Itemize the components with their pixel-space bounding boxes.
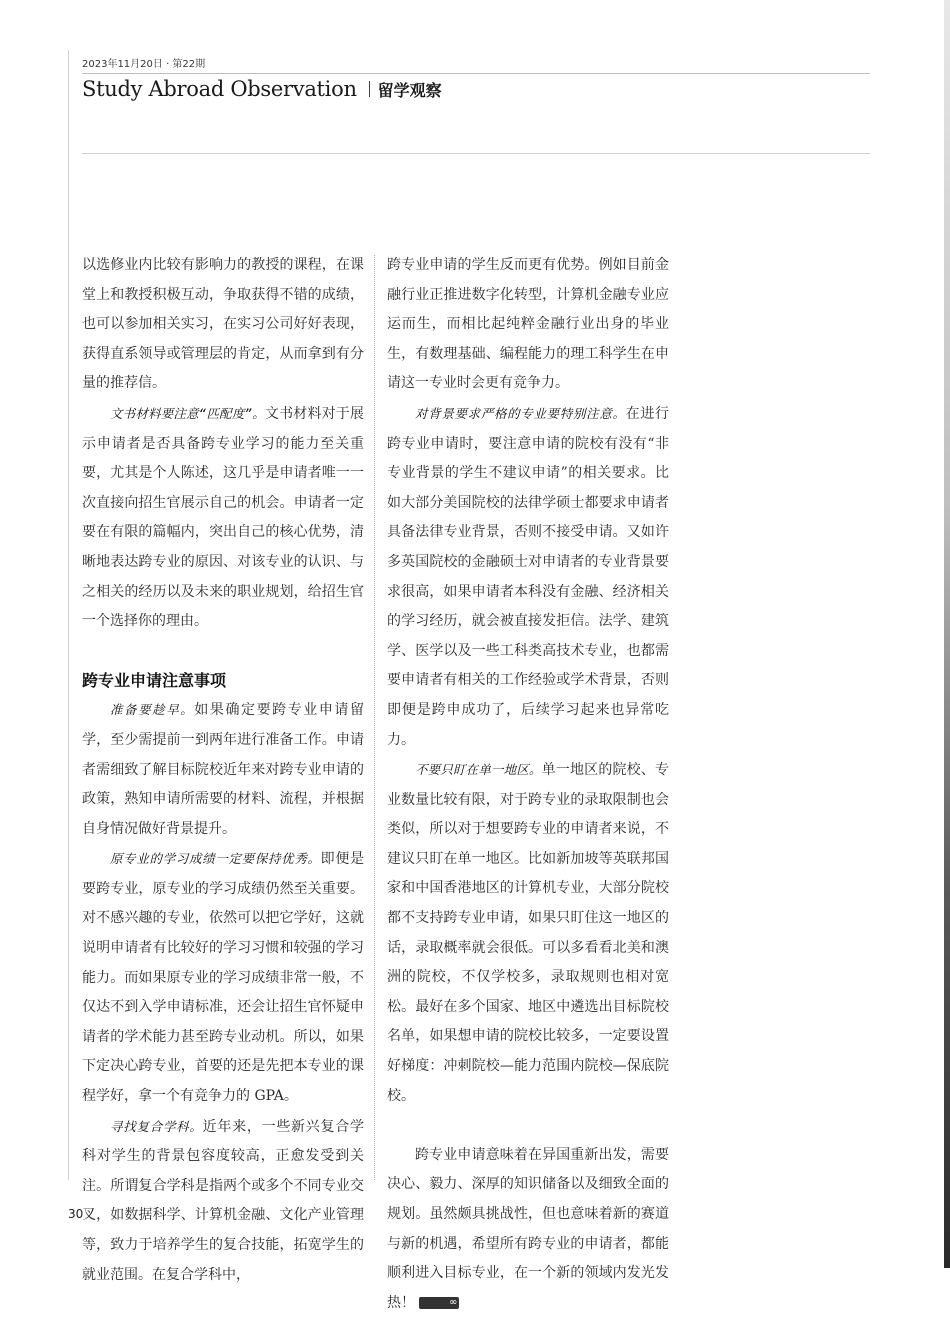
column-divider (374, 255, 375, 1180)
paragraph-lead: 对背景要求严格的专业要特别注意。 (415, 405, 626, 421)
paragraph-text: 单一地区的院校、专业数量比较有限，对于跨专业的录取限制也会类似，所以对于想要跨专业的申请者来说，不建议只盯在单一地区。比如新加坡等英联邦国家和中国香港地区的计算机专业，大部分院校都不支持跨专业申请，如果只盯住这一地区的话，录取概率就会很低。可以多看看北美和澳洲的院校，不仅学校多，录取规则也相对宽松。最好在多个国家、地区中遴选出目标院校名单，如果想申请的院校比较多，一定要设置好梯度：冲刺院校—能力范围内院校—保底院校。 (387, 762, 669, 1104)
title-separator (369, 81, 370, 97)
paragraph-text: 即便是要跨专业，原专业的学习成绩仍然至关重要。对不感兴趣的专业，依然可以把它学好，这就说明申请者有比较好的学习习惯和较强的学习能力。而如果原专业的学习成绩非常一般，不仅达不到入学申请标准，还会让招生官怀疑申请者的学术能力甚至跨专业动机。所以，如果下定决心跨专业，首要的还是先把本专业的课程学好，拿一个有竞争力的 GPA。 (82, 851, 364, 1105)
article-end-icon: ∞ (419, 1297, 459, 1309)
page-number: 30 (68, 1207, 84, 1221)
paragraph: 跨专业申请的学生反而更有优势。例如目前金融行业正推进数字化转型，计算机金融专业应运而生，而相比起纯粹金融行业出身的毕业生，有数理基础、编程能力的理工科学生在申请这一专业时会更有竞争力。 (387, 257, 669, 392)
left-margin-rule (68, 50, 69, 1180)
paragraph: 以选修业内比较有影响力的教授的课程，在课堂上和教授积极互动，争取获得不错的成绩，也可以参加相关实习，在实习公司好好表现，获得直系领导或管理层的肯定，从而拿到有分量的推荐信。 (82, 257, 364, 392)
paragraph-lead: 原专业的学习成绩一定要保持优秀。 (110, 851, 321, 867)
paragraph (387, 1141, 669, 1318)
column-header (82, 77, 442, 101)
paragraph-lead: 寻找复合学科。 (110, 1118, 203, 1134)
paragraph (387, 755, 669, 1111)
page-edge-shadow (944, 0, 950, 1268)
article-column-left (82, 251, 364, 1290)
paragraph-lead: 不要只盯在单一地区。 (415, 762, 542, 778)
paragraph (82, 695, 364, 844)
paragraph-text: 近年来，一些新兴复合学科对学生的背景包容度较高，正愈发受到关注。所谓复合学科是指两个或多个不同专业交叉，如数据科学、计算机金融、文化产业管理等，致力于培养学生的复合技能，拓宽学生的就业范围。在复合学科中， (82, 1118, 364, 1283)
column-title-chinese: 留学观察 (377, 80, 442, 100)
column-title-english: Study Abroad Observation (82, 77, 357, 101)
paragraph (82, 1112, 364, 1291)
paragraph-text: 文书材料对于展示申请者是否具备跨专业学习的能力至关重要，尤其是个人陈述，这几乎是申请者唯一一次直接向招生官展示自己的机会。申请者一定要在有限的篇幅内，突出自己的核心优势，清晰地表达跨专业的原因、对该专业的认识、与之相关的经历以及未来的职业规划，给招生官一个选择你的理由。 (82, 405, 364, 630)
header-divider (82, 73, 870, 74)
paragraph-lead: 准备要趁早。 (110, 702, 195, 718)
issue-date: 2023年11月20日 · 第22期 (82, 59, 206, 70)
spacer (82, 637, 364, 667)
paragraph-text: 在进行跨专业申请时，要注意申请的院校有没有“非专业背景的学生不建议申请”的相关要求。比如大部分美国院校的法律学硕士都要求申请者具备法律专业背景，否则不接受申请。又如许多英国院校的金融硕士对申请者的专业背景要求很高，如果申请者本科没有金融、经济相关的学习经历，就会被直接发拒信。法学、建筑学、医学以及一些工科类高技术专业，也都需要申请者有相关的工作经验或学术背景，否则即便是跨申成功了，后续学习起来也异常吃力。 (387, 405, 669, 748)
spacer (387, 1111, 669, 1141)
paragraph-text: 跨专业申请意味着在异国重新出发，需要决心、毅力、深厚的知识储备以及细致全面的规划。虽然颇具挑战性，但也意味着新的赛道与新的机遇，希望所有跨专业的申请者，都能顺利进入目标专业，在一个新的领域内发光发热！ (387, 1146, 669, 1311)
paragraph-lead: 文书材料要注意“匹配度”。 (110, 405, 265, 421)
header-bottom-divider (82, 153, 870, 154)
paragraph (82, 844, 364, 1111)
paragraph (387, 399, 669, 755)
article-column-right (387, 251, 669, 1318)
paragraph (82, 399, 364, 637)
paragraph-text: 如果确定要跨专业申请留学，至少需提前一到两年进行准备工作。申请者需细致了解目标院校近年来对跨专业申请的政策，熟知申请所需要的材料、流程，并根据自身情况做好背景提升。 (82, 702, 364, 837)
section-heading: 跨专业申请注意事项 (82, 671, 227, 691)
